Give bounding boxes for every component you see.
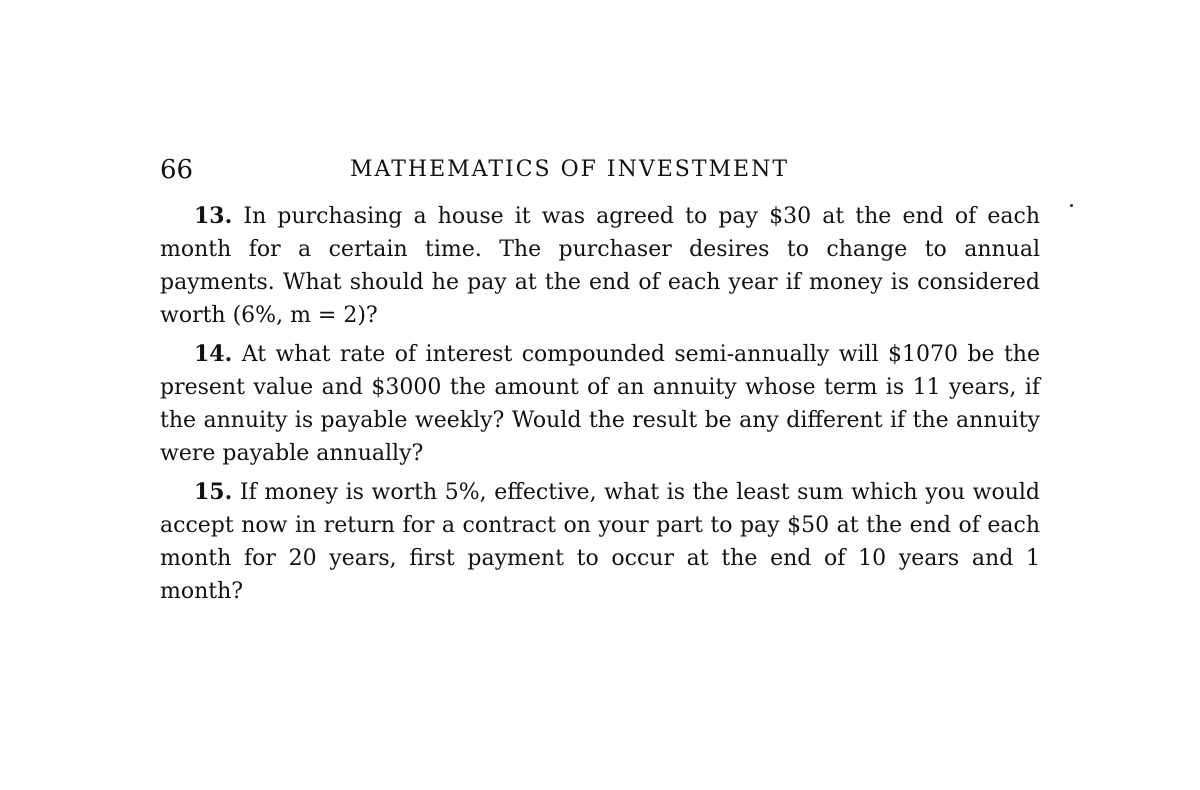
page-number: 66 <box>160 155 194 185</box>
problem-number: 13. <box>194 203 233 229</box>
scan-speck <box>1070 204 1073 207</box>
problem-14 <box>160 338 1040 470</box>
running-head-title: MATHEMATICS OF INVESTMENT <box>350 157 790 182</box>
problem-text: At what rate of interest compounded semi-annually will $1070 be the present value and $3000 the amount of an annuity whose term is 11 years, if the annuity is payable weekly? Would the result be any different if the annuity were payable annually? <box>160 342 1040 466</box>
problem-number: 15. <box>194 479 233 505</box>
problem-13 <box>160 200 1040 332</box>
problem-number: 14. <box>194 341 233 367</box>
problem-text: If money is worth 5%, effective, what is the least sum which you would accept now in return for a contract on your part to pay $50 at the end of each month for 20 years, first payment to occur at the end of 10 years and 1 month? <box>160 480 1040 604</box>
page-header <box>160 150 1040 190</box>
problem-15 <box>160 476 1040 608</box>
book-page <box>160 150 1040 614</box>
problem-text: In purchasing a house it was agreed to pay $30 at the end of each month for a certain time. The purchaser desires to change to annual payments. What should he pay at the end of each year if money is considered worth (6%, m = 2)? <box>160 204 1041 328</box>
